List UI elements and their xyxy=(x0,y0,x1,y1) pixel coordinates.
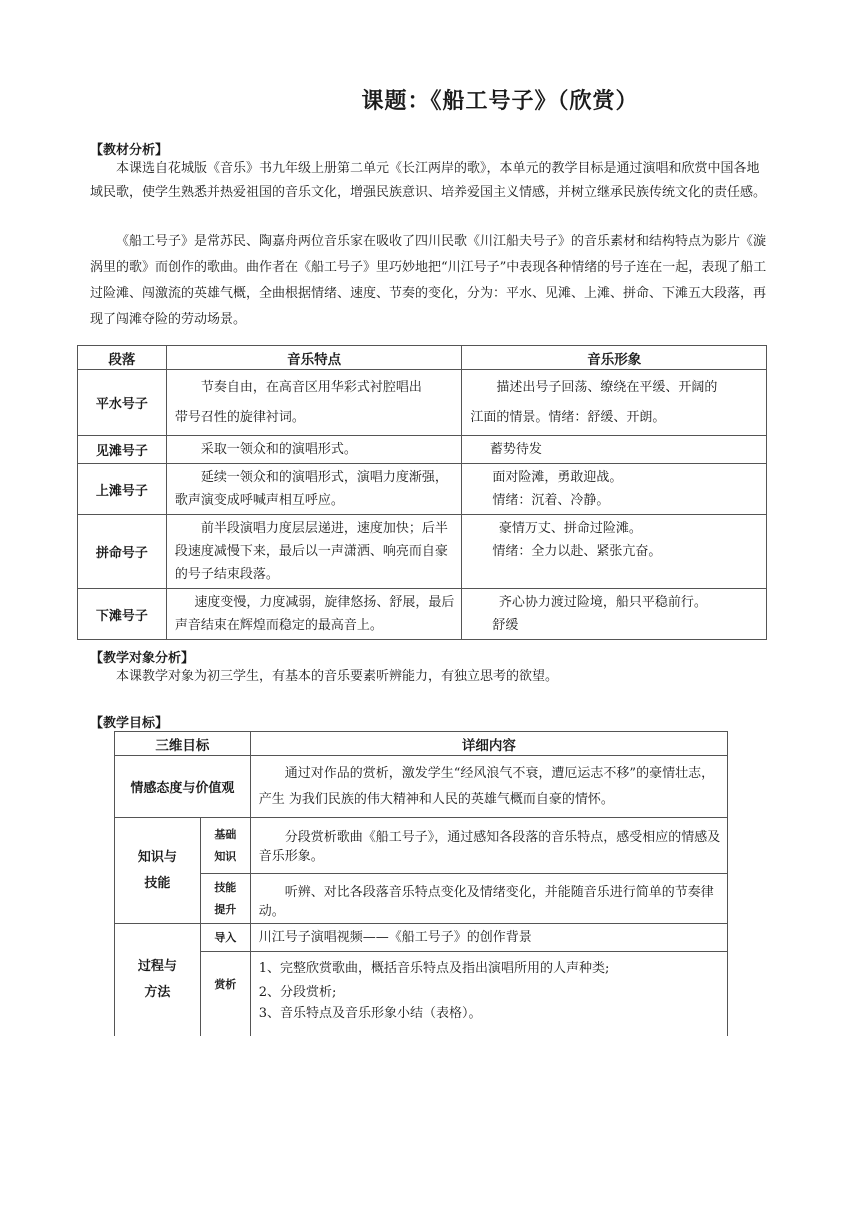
knowledge-label: 技能 xyxy=(144,875,171,891)
feature-text: 延续一领众和的演唱形式，演唱力度渐强，歌声演变成呼喊声相互呼应。 xyxy=(166,464,462,515)
knowledge-label: 知识与 xyxy=(137,849,177,865)
image-text: 齐心协力渡过险境，船只平稳前行。 xyxy=(498,595,707,610)
students-heading: 【教学对象分析】 xyxy=(90,651,195,666)
appreciate-item: 3、音乐特点及音乐形象小结（表格）。 xyxy=(258,1006,482,1021)
feature-text: 速度变慢，力度减弱，旋律悠扬、舒展，最后声音结束在辉煌而稳定的最高音上。 xyxy=(166,589,462,640)
table-row xyxy=(78,370,767,436)
table-header-image: 音乐形象 xyxy=(462,346,767,370)
basic-text: 分段赏析歌曲《船工号子》，通过感知各段落的音乐特点，感受相应的情感及音乐形象。 xyxy=(250,818,727,874)
image-text: 蓄势待发 xyxy=(462,436,767,464)
table-header-features: 音乐特点 xyxy=(166,346,462,370)
emotion-label: 情感态度与价值观 xyxy=(115,756,251,818)
image-text: 面对险滩，勇敢迎战。 xyxy=(492,470,623,485)
intro-label: 导入 xyxy=(200,924,250,952)
image-text: 情绪：全力以赴、紧张亢奋。 xyxy=(492,544,662,559)
section-name: 下滩号子 xyxy=(78,589,167,640)
feature-text: 节奏自由，在高音区用华彩式衬腔唱出 xyxy=(200,379,422,395)
image-text: 情绪：沉着、冷静。 xyxy=(492,493,610,508)
image-text: 江面的情景。情绪：舒缓、开朗。 xyxy=(470,409,666,425)
table-row xyxy=(78,436,767,464)
students-text: 本课教学对象为初三学生，有基本的音乐要素听辨能力，有独立思考的欲望。 xyxy=(116,669,559,684)
emotion-text: 通过对作品的赏析，激发学生“经风浪气不衰，遭厄运志不移”的豪情壮志，产生 为我们民族的伟大精神和人民的英雄气概而自豪的情怀。 xyxy=(250,756,727,818)
table-header-section: 段落 xyxy=(78,346,167,370)
section-name: 见滩号子 xyxy=(78,436,167,464)
table-row xyxy=(78,589,767,640)
skill-label: 技能 xyxy=(214,880,237,894)
goals-table xyxy=(114,731,728,1036)
skill-text: 听辨、对比各段落音乐特点变化及情绪变化，并能随音乐进行简单的节奏律动。 xyxy=(250,874,727,924)
image-text: 描述出号子回荡、缭绕在平缓、开阔的 xyxy=(496,379,718,395)
basic-label: 基础 xyxy=(214,827,237,841)
appreciate-item: 2、分段赏析; xyxy=(258,985,337,1000)
intro-text: 川江号子演唱视频——《船工号子》的创作背景 xyxy=(250,924,727,952)
process-label: 方法 xyxy=(144,985,171,1000)
goals-header-detail: 详细内容 xyxy=(250,732,727,756)
page-title: 课题：《船工号子》（欣赏） xyxy=(361,89,639,114)
material-heading: 【教材分析】 xyxy=(90,143,169,158)
feature-text: 带号召性的旋律衬词。 xyxy=(174,409,305,425)
section-name: 拼命号子 xyxy=(78,515,167,589)
material-paragraph-1: 本课选自花城版《音乐》书九年级上册第二单元《长江两岸的歌》，本单元的教学目标是通过演唱和欣赏中国各地域民歌，使学生熟悉并热爱祖国的音乐文化，增强民族意识、培养爱国主义情感，并树立继承民族传统文化的责任感。 xyxy=(90,161,767,200)
section-name: 上滩号子 xyxy=(78,464,167,515)
process-label: 过程与 xyxy=(137,959,177,974)
appreciate-label: 赏析 xyxy=(200,952,250,1036)
basic-label: 知识 xyxy=(214,849,237,863)
image-text: 舒缓 xyxy=(492,618,519,633)
feature-text: 采取一领众和的演唱形式。 xyxy=(166,436,462,464)
goals-heading: 【教学目标】 xyxy=(90,716,169,731)
skill-label: 提升 xyxy=(214,902,237,916)
goals-header-dimension: 三维目标 xyxy=(115,732,251,756)
table-row xyxy=(78,464,767,515)
music-features-table xyxy=(77,345,767,640)
material-paragraph-2: 《船工号子》是常苏民、陶嘉舟两位音乐家在吸收了四川民歌《川江船夫号子》的音乐素材和结构特点为影片《漩涡里的歌》而创作的歌曲。曲作者在《船工号子》里巧妙地把“川江号子”中表现各种情绪的号子连在一起，表现了船工过险滩、闯激流的英雄气概，全曲根据情绪、速度、节奏的变化，分为：平水、见滩、上滩、拼命、下滩五大段落，再现了闯滩夺险的劳动场景。 xyxy=(90,234,767,327)
section-name: 平水号子 xyxy=(78,370,167,436)
appreciate-item: 1、完整欣赏歌曲，概括音乐特点及指出演唱所用的人声种类; xyxy=(258,961,610,976)
feature-text: 前半段演唱力度层层递进，速度加快；后半段速度减慢下来，最后以一声潇洒、响亮而自豪的号子结束段落。 xyxy=(166,515,462,589)
image-text: 豪情万丈、拼命过险滩。 xyxy=(498,521,642,536)
table-row xyxy=(78,515,767,589)
